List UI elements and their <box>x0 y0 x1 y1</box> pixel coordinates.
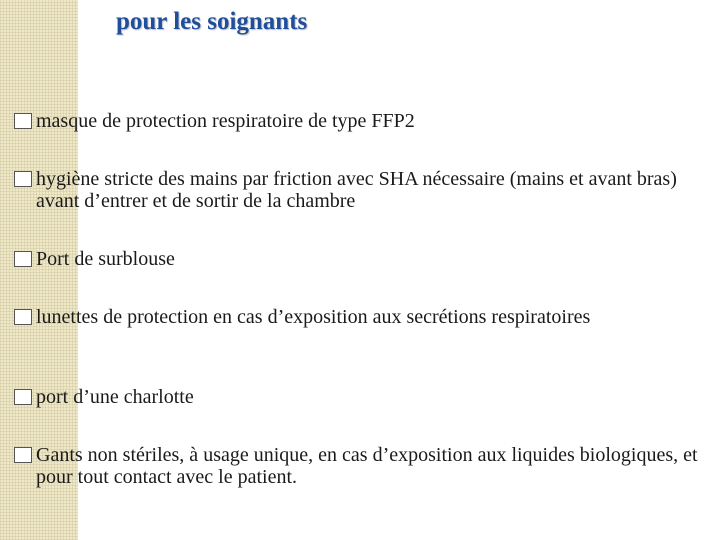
square-bullet-icon <box>14 171 32 187</box>
list-item <box>14 168 704 212</box>
bullet-text: masque de protection respiratoire de type FFP2 <box>36 110 415 132</box>
list-item <box>14 306 704 328</box>
square-bullet-icon <box>14 389 32 405</box>
square-bullet-icon <box>14 251 32 267</box>
bullet-text: port d’une charlotte <box>36 386 194 408</box>
bullet-text: lunettes de protection en cas d’exposition aux secrétions respiratoires <box>36 306 591 328</box>
square-bullet-icon <box>14 309 32 325</box>
slide-title: pour les soignants <box>116 8 308 35</box>
list-item <box>14 110 704 132</box>
list-item <box>14 444 704 488</box>
bullet-text: Port de surblouse <box>36 248 175 270</box>
square-bullet-icon <box>14 447 32 463</box>
bullet-text: Gants non stériles, à usage unique, en cas d’exposition aux liquides biologiques, et pour tout contact avec le patient. <box>36 444 698 488</box>
list-item <box>14 248 704 270</box>
square-bullet-icon <box>14 113 32 129</box>
list-item <box>14 386 704 408</box>
bullet-text: hygiène stricte des mains par friction avec SHA nécessaire (mains et avant bras) avant d’entrer et de sortir de la chambre <box>36 168 677 212</box>
